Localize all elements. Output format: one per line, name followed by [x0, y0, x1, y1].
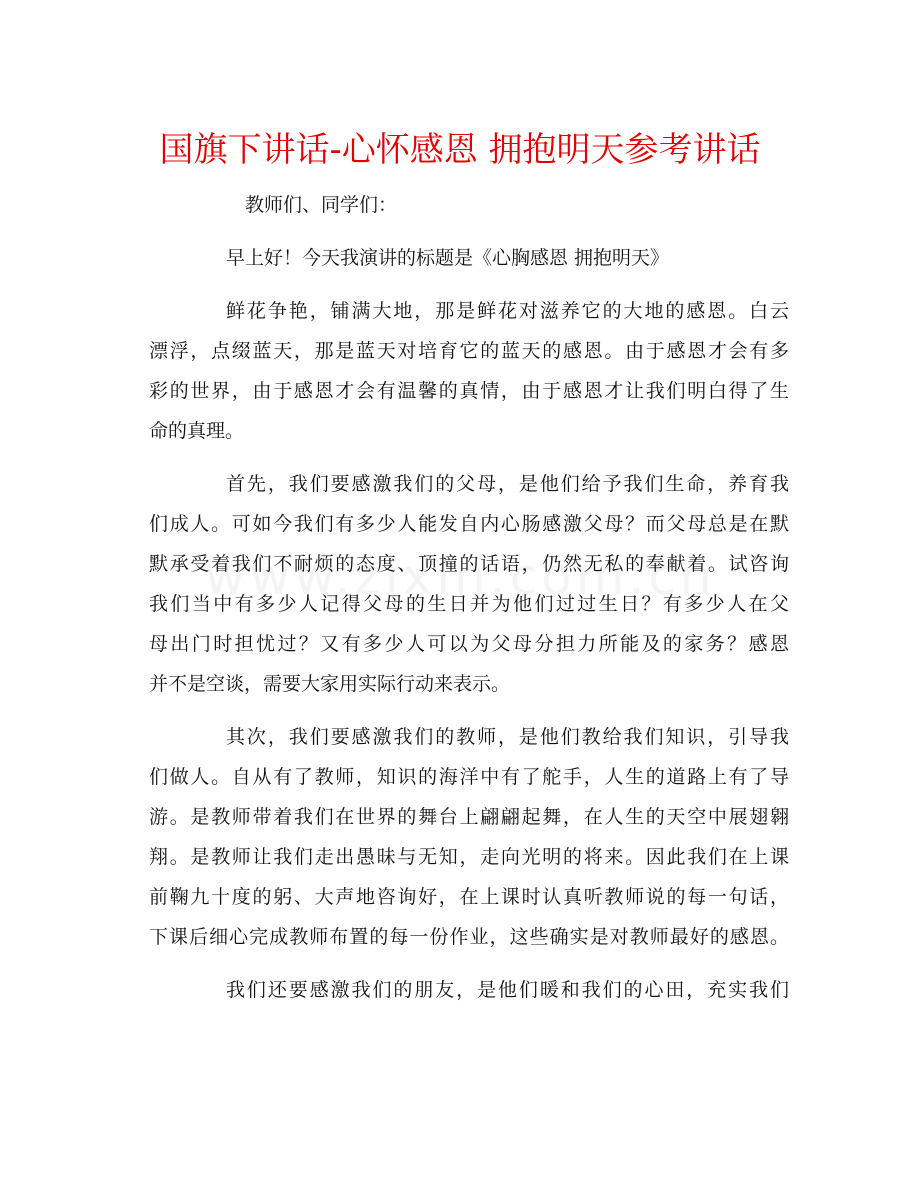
- paragraph-line: 我们当中有多少人记得父母的生日并为他们过过生日？有多少人在父: [149, 593, 789, 615]
- paragraph-line: 们做人。自从有了教师，知识的海洋中有了舵手，人生的道路上有了导: [149, 766, 789, 788]
- paragraph-line: 彩的世界，由于感恩才会有温馨的真情，由于感恩才让我们明白得了生: [149, 380, 789, 402]
- paragraph-line: 并不是空谈，需要大家用实际行动来表示。: [149, 673, 511, 695]
- paragraph-line: 早上好！今天我演讲的标题是《心胸感恩 拥抱明天》: [226, 247, 670, 269]
- paragraph-line: 其次，我们要感激我们的教师，是他们教给我们知识，引导我: [226, 726, 789, 748]
- paragraph-line: 下课后细心完成教师布置的每一份作业，这些确实是对教师最好的感恩。: [149, 926, 789, 948]
- greeting: 教师们、同学们：: [245, 194, 398, 216]
- paragraph-line: 默承受着我们不耐烦的态度、顶撞的话语，仍然无私的奉献着。试咨询: [149, 553, 789, 575]
- paragraph-line: 鲜花争艳，铺满大地，那是鲜花对滋养它的大地的感恩。白云: [226, 300, 789, 322]
- paragraph-line: 们成人。可如今我们有多少人能发自内心肠感激父母？而父母总是在默: [149, 513, 789, 535]
- paragraph-line: 命的真理。: [149, 420, 245, 442]
- paragraph-line: 游。是教师带着我们在世界的舞台上翩翩起舞，在人生的天空中展翅翱: [149, 806, 789, 828]
- paragraph-line: 首先，我们要感激我们的父母，是他们给予我们生命，养育我: [226, 473, 789, 495]
- paragraph-line: 母出门时担忧过？又有多少人可以为父母分担力所能及的家务？感恩: [149, 633, 789, 655]
- paragraph-line: 漂浮，点缀蓝天，那是蓝天对培育它的蓝天的感恩。由于感恩才会有多: [149, 340, 789, 362]
- paragraph-line: 翔。是教师让我们走出愚昧与无知，走向光明的将来。因此我们在上课: [149, 846, 789, 868]
- document-body: [149, 185, 789, 1010]
- paragraph-line: 我们还要感激我们的朋友，是他们暖和我们的心田，充实我们: [226, 979, 789, 1001]
- document-title: 国旗下讲话-心怀感恩 拥抱明天参考讲话: [159, 130, 761, 170]
- paragraph-line: 前鞠九十度的躬、大声地咨询好，在上课时认真听教师说的每一句话，: [149, 886, 789, 908]
